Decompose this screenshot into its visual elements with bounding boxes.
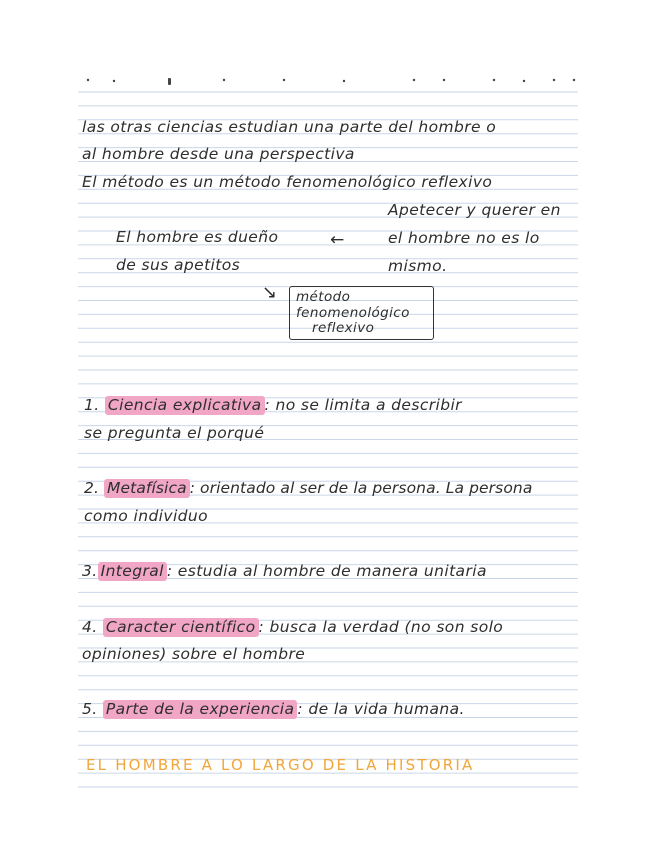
diagram-right-line-2: el hombre no es lo — [388, 229, 540, 247]
item-3-line — [82, 564, 487, 580]
box-line-2: fenomenológico — [296, 305, 410, 321]
highlighted-term: Caracter científico — [103, 618, 259, 637]
item-number: 1. — [84, 396, 100, 414]
item-2-continuation: como individuo — [84, 507, 209, 525]
intro-line-2: al hombre desde una perspectiva — [82, 145, 355, 163]
item-description: : de la vida humana. — [297, 700, 465, 718]
item-1-continuation: se pregunta el porqué — [84, 424, 265, 442]
box-line-3: reflexivo — [312, 320, 375, 336]
section-heading: EL HOMBRE A LO LARGO DE LA HISTORIA — [86, 756, 475, 774]
item-1-line — [84, 398, 462, 414]
diagram-left-line-1: El hombre es dueño — [116, 228, 279, 246]
highlighted-term: Parte de la experiencia — [103, 700, 297, 719]
item-5-line — [82, 702, 465, 718]
diagram-left-line-2: de sus apetitos — [116, 256, 241, 274]
highlighted-term: Metafísica — [104, 479, 190, 498]
diagram-right-line-3: mismo. — [388, 257, 448, 275]
item-description: : busca la verdad (no son solo — [258, 618, 504, 636]
item-4-continuation: opiniones) sobre el hombre — [82, 645, 306, 663]
intro-line-3: El método es un método fenomenológico reflexivo — [82, 173, 493, 191]
box-line-1: método — [296, 289, 351, 305]
intro-line-1: las otras ciencias estudian una parte del hombre o — [82, 118, 497, 136]
item-description: : orientado al ser de la persona. La persona — [189, 479, 533, 497]
item-number: 5. — [82, 700, 98, 718]
down-arrow-icon: ↘ — [262, 282, 278, 303]
cut-off-text-fragment — [84, 70, 584, 89]
item-description: : no se limita a describir — [264, 396, 462, 414]
diagram-right-line-1: Apetecer y querer en — [388, 201, 561, 219]
item-2-line — [84, 481, 532, 497]
item-4-line — [82, 620, 503, 636]
method-box — [289, 286, 434, 340]
left-arrow-icon: ← — [330, 230, 345, 250]
highlighted-term: Integral — [98, 562, 167, 581]
item-number: 3. — [82, 562, 98, 580]
item-number: 2. — [84, 479, 99, 497]
highlighted-term: Ciencia explicativa — [105, 396, 265, 415]
item-number: 4. — [82, 618, 98, 636]
item-description: : estudia al hombre de manera unitaria — [166, 562, 487, 580]
